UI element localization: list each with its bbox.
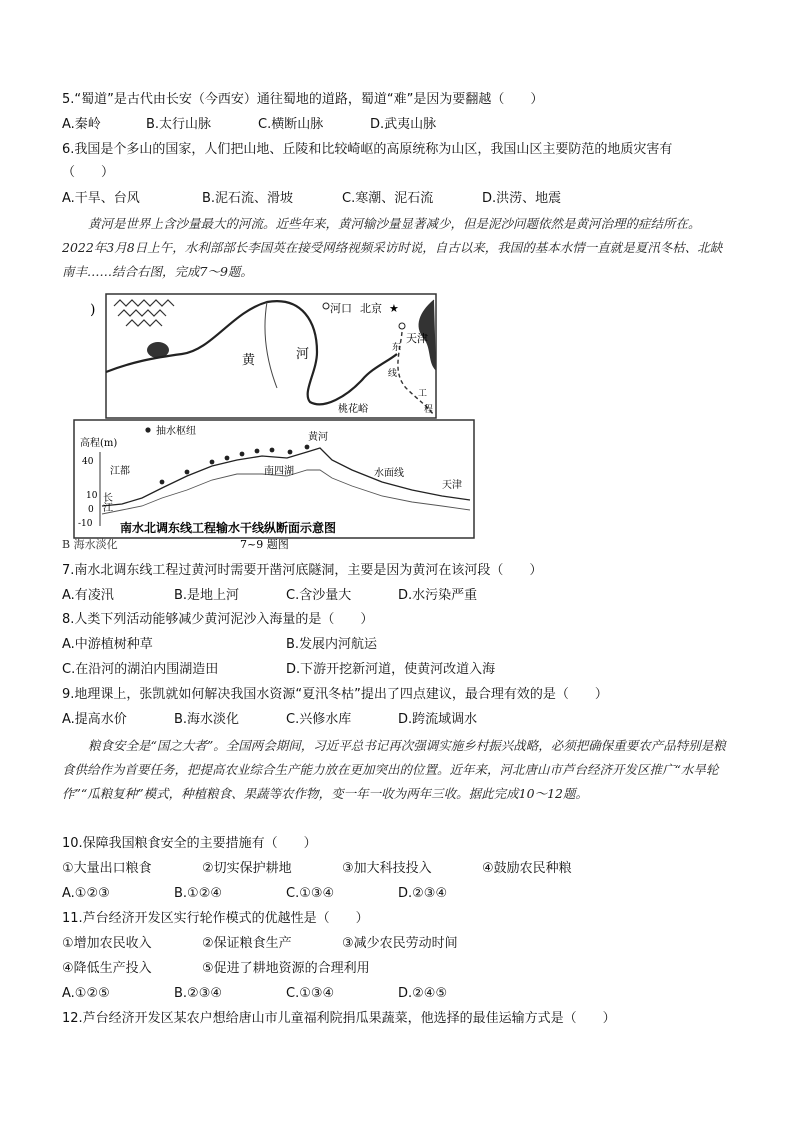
q10-choice-2: ②切实保护耕地 (202, 861, 292, 876)
q8-option-c: C.在沿河的湖泊内围湖造田 (62, 662, 219, 677)
q5-option-d: D.武夷山脉 (370, 117, 437, 132)
map-label-cheng: 程 (424, 405, 434, 415)
q10-choice-4: ④鼓励农民种粮 (482, 861, 572, 876)
q7-option-c: C.含沙量大 (286, 588, 352, 603)
q7-option-b: B.是地上河 (174, 588, 240, 603)
figure-svg (62, 292, 482, 550)
q10-option-d: D.②③④ (398, 886, 448, 901)
q6-option-a: A.干旱、台风 (62, 191, 140, 206)
map-label-dong: 东 (392, 343, 402, 353)
q7-option-a: A.有凌汛 (62, 588, 114, 603)
capital-star-icon: ★ (389, 302, 399, 315)
q8-option-a: A.中游植树种草 (62, 637, 153, 652)
q11-choice-4: ④降低生产投入 (62, 961, 152, 976)
q11-options (62, 985, 447, 1003)
map-panel (90, 294, 436, 418)
q11-choice-2: ②保证粮食生产 (202, 936, 292, 951)
tick-40: 40 (82, 457, 94, 467)
q11-choices-row2 (62, 960, 370, 978)
profile-title: 南水北调东线工程输水干线纵断面示意图 (120, 521, 337, 535)
profile-label-changjiang: 长江 (100, 492, 112, 512)
q6-option-c: C.寒潮、泥石流 (342, 191, 434, 206)
q10-option-c: C.①③④ (286, 886, 335, 901)
tick-minus-10: -10 (78, 519, 93, 529)
figure-cut-text: B 海水淡化 (62, 538, 118, 550)
q9-option-c: C.兴修水库 (286, 712, 352, 727)
map-label-xian: 线 (388, 369, 398, 379)
profile-legend: 抽水枢纽 (156, 426, 196, 437)
q8-stem: 8.人类下列活动能够减少黄河泥沙入海量的是（ ） (62, 612, 374, 627)
profile-ylabel: 高程(m) (80, 438, 118, 449)
q8-option-b: B.发展内河航运 (286, 637, 378, 652)
q12-stem: 12.芦台经济开发区某农户想给唐山市儿童福利院捐瓜果蔬菜，他选择的最佳运输方式是（ ） (62, 1011, 616, 1026)
q9-options (62, 711, 477, 729)
q6-stem-bracket: （ ） (62, 165, 115, 180)
q9-option-a: A.提高水价 (62, 712, 127, 727)
q11-option-c: C.①③④ (286, 986, 335, 1001)
map-label-tianjin: 天津 (406, 332, 428, 345)
figure-caption: 7~9 题图 (240, 538, 289, 550)
q5-option-b: B.太行山脉 (146, 117, 212, 132)
q6-options (62, 190, 561, 208)
q10-choices (62, 860, 572, 878)
map-label-beijing: 北京 (360, 302, 382, 315)
passage-food-security: 粮食安全是“国之大者”。全国两会期间，习近平总书记再次强调实施乡村振兴战略，必须把确保重要农产品特别是粮食供给作为首要任务，把提高农业综合生产能力放在更加突出的位置。近年来，河北唐山市芦台经济开发区推广“水旱轮作”“瓜粮复种”模式，种植粮食、果蔬等农作物，变一年一收为两年三收。据此完成10～12题。 (62, 738, 726, 801)
q10-choice-1: ①大量出口粮食 (62, 861, 152, 876)
q11-option-a: A.①②⑤ (62, 986, 110, 1001)
q11-stem: 11.芦台经济开发区实行轮作模式的优越性是（ ） (62, 911, 369, 926)
q5-option-a: A.秦岭 (62, 117, 101, 132)
q10-choice-3: ③加大科技投入 (342, 861, 432, 876)
profile-label-nansihu: 南四湖 (264, 466, 294, 477)
q9-option-b: B.海水淡化 (174, 712, 240, 727)
q9-stem: 9.地理课上，张凯就如何解决我国水资源“夏汛冬枯”提出了四点建议，最合理有效的是（ ） (62, 687, 608, 702)
pump-legend-dot (145, 427, 150, 432)
q8-options-row2 (62, 661, 495, 679)
map-label-gong: 工 (418, 389, 428, 399)
q11-choice-1: ①增加农民收入 (62, 936, 152, 951)
passage-yellow-river: 黄河是世界上含沙量最大的河流。近些年来，黄河输沙量显著减少，但是泥沙问题依然是黄河治理的症结所在。2022年3月8日上午，水利部部长李国英在接受网络视频采访时说，自古以来，我国的基本水情一直就是夏汛冬枯、北缺南丰……结合右图，完成7～9题。 (62, 216, 723, 279)
map-bracket: ) (90, 302, 96, 318)
q10-options (62, 885, 447, 903)
q8-option-d: D.下游开挖新河道，使黄河改道入海 (286, 662, 496, 677)
q10-stem: 10.保障我国粮食安全的主要措施有（ ） (62, 836, 317, 851)
q10-option-b: B.①②④ (174, 886, 223, 901)
profile-panel (74, 420, 474, 538)
q8-options-row1 (62, 636, 377, 654)
q11-choice-5: ⑤促进了耕地资源的合理利用 (202, 961, 370, 976)
q9-option-d: D.跨流域调水 (398, 712, 478, 727)
map-label-he: 河 (296, 347, 310, 362)
profile-label-jiangdu: 江都 (110, 466, 130, 477)
q5-option-c: C.横断山脉 (258, 117, 324, 132)
figure-7-9 (62, 292, 482, 550)
q7-stem: 7.南水北调东线工程过黄河时需要开凿河底隧洞，主要是因为黄河在该河段（ ） (62, 563, 543, 578)
q7-options (62, 587, 477, 605)
profile-label-shuimianxian: 水面线 (374, 468, 404, 479)
q6-option-b: B.泥石流、滑坡 (202, 191, 294, 206)
profile-label-huanghe: 黄河 (308, 432, 328, 443)
tick-0: 0 (88, 505, 94, 515)
map-label-huang: 黄 (242, 353, 256, 368)
map-label-taohuayu: 桃花峪 (338, 404, 368, 415)
q11-choice-3: ③减少农民劳动时间 (342, 936, 458, 951)
q11-option-d: D.②④⑤ (398, 986, 448, 1001)
profile-label-tianjin: 天津 (442, 480, 462, 491)
q5-options (62, 116, 436, 134)
q6-stem: 6.我国是个多山的国家，人们把山地、丘陵和比较崎岖的高原统称为山区，我国山区主要防范的地质灾害有 (62, 142, 673, 157)
map-label-hekou: 河口 (330, 302, 352, 315)
q6-option-d: D.洪涝、地震 (482, 191, 562, 206)
q11-choices-row1 (62, 935, 458, 953)
q10-option-a: A.①②③ (62, 886, 110, 901)
tick-10: 10 (86, 491, 98, 501)
q5-stem: 5.“蜀道”是古代由长安（今西安）通往蜀地的道路，蜀道“难”是因为要翻越（ ） (62, 92, 544, 107)
q11-option-b: B.②③④ (174, 986, 223, 1001)
q7-option-d: D.水污染严重 (398, 588, 478, 603)
